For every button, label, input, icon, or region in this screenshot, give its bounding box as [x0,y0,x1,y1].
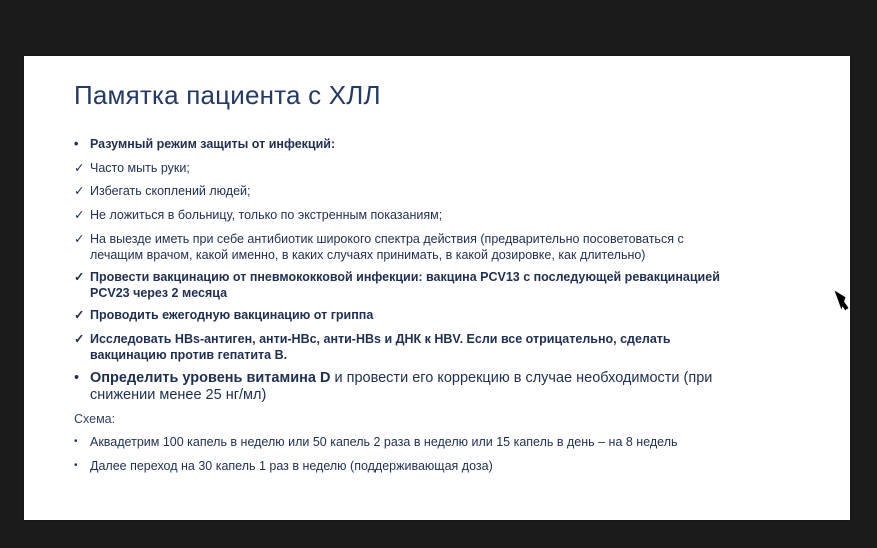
list-item-text: Провести вакцинацию от пневмококковой инфекции: вакцина PCV13 с последующей ревакцинацией PCV23 через 2 месяца [90,270,720,300]
slide-title: Памятка пациента с ХЛЛ [74,80,381,110]
list-item-text: Разумный режим защиты от инфекций: [90,137,336,151]
list-item-text: На выезде иметь при себе антибиотик широкого спектра действия (предварительно посоветоваться с лечащим врачом, какой именно, в каких случаях принимать, в какой дозировке, как длительно) [90,232,684,262]
list-item [74,207,834,223]
check-icon: ✓ [74,232,85,246]
list-item-text: Проводить ежегодную вакцинацию от гриппа [90,308,374,322]
check-icon: ✓ [74,161,85,175]
check-icon: ✓ [74,308,85,322]
schema-item [74,434,834,450]
list-item [74,183,834,199]
list-item-text: и провести его коррекцию в случае необходимости (при снижении менее 25 нг/мл) [90,370,713,403]
check-icon: ✓ [74,184,85,198]
bullet-icon: • [74,460,78,471]
bullet-icon: • [74,436,78,447]
list-item-text-bold: Определить уровень витамина D [90,370,331,386]
bullet-icon: • [74,137,79,151]
list-item [74,331,734,363]
list-item [74,231,714,263]
schema-item-text: Далее переход на 30 капель 1 раз в неделю (поддерживающая доза) [90,459,493,473]
schema-label: Схема: [74,412,116,426]
bullet-icon: • [74,370,80,386]
list-item [74,160,834,176]
list-item-text: Часто мыть руки; [90,161,190,175]
list-item [74,307,834,323]
list-item [74,370,714,404]
check-icon: ✓ [74,270,85,284]
list-item [74,269,754,301]
schema-item [74,458,834,474]
list-item-text: Не ложиться в больницу, только по экстренным показаниям; [90,208,443,222]
check-icon: ✓ [74,208,85,222]
schema-item-text: Аквадетрим 100 капель в неделю или 50 капель 2 раза в неделю или 15 капель в день – на 8 недель [90,435,678,449]
list-item-text: Исследовать HBs-антиген, анти-HBc, анти-HBs и ДНК к HBV. Если все отрицательно, сделать вакцинацию против гепатита В. [90,332,671,362]
list-item-text: Избегать скоплений людей; [90,184,251,198]
slide [24,56,850,520]
list-item [74,136,834,152]
check-icon: ✓ [74,332,85,346]
